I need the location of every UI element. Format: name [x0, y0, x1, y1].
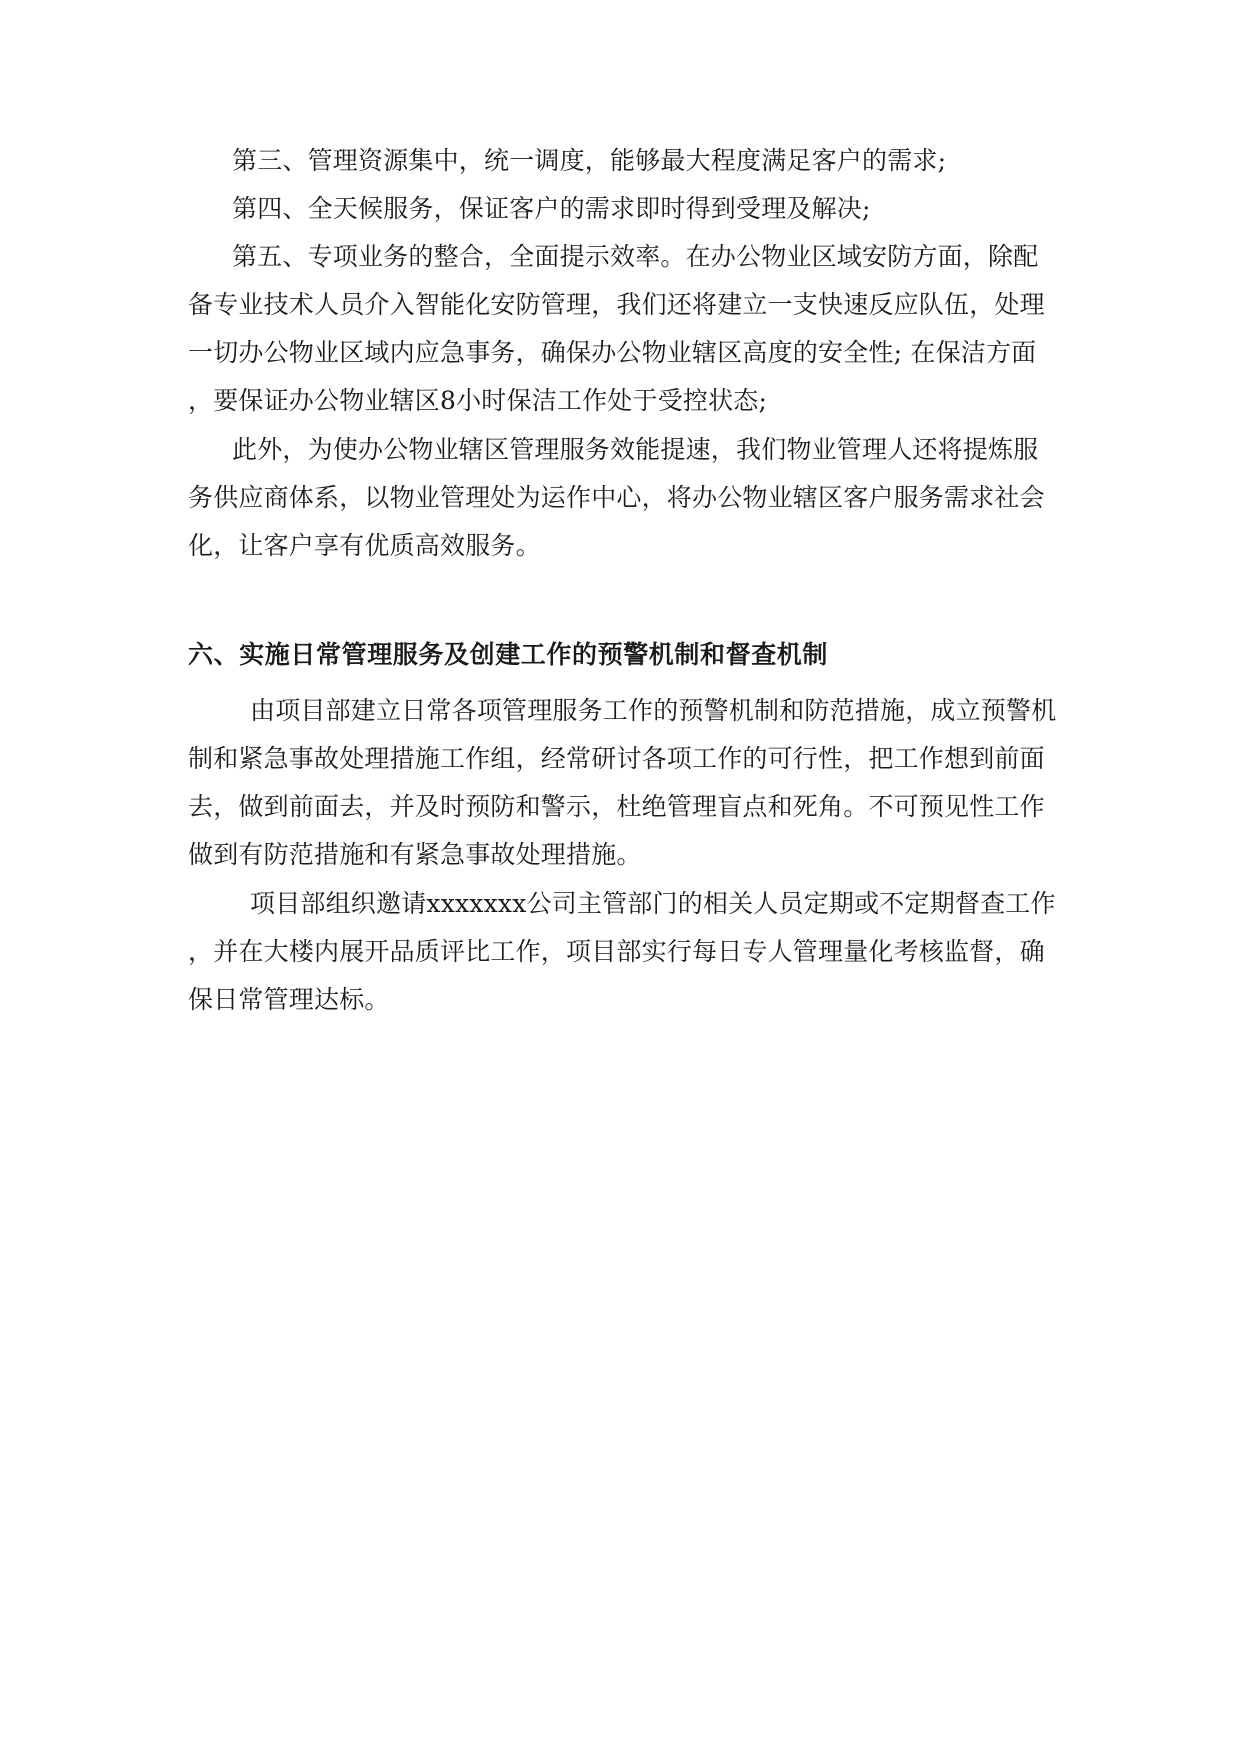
paragraph-line: 此外，为使办公物业辖区管理服务效能提速，我们物业管理人还将提炼服	[232, 435, 1039, 464]
paragraph-line: ，并在大楼内展开品质评比工作，项目部实行每日专人管理量化考核监督，确	[188, 937, 1045, 966]
paragraph-line: ，要保证办公物业辖区8小时保洁工作处于受控状态;	[188, 386, 768, 415]
paragraph-line: 项目部组织邀请xxxxxxx公司主管部门的相关人员定期或不定期督查工作	[250, 889, 1056, 918]
paragraph-line: 第三、管理资源集中，统一调度，能够最大程度满足客户的需求;	[232, 146, 947, 175]
paragraph-line: 一切办公物业区域内应急事务，确保办公物业辖区高度的安全性; 在保洁方面	[188, 338, 1037, 367]
paragraph-line: 制和紧急事故处理措施工作组，经常研讨各项工作的可行性，把工作想到前面	[188, 744, 1045, 773]
paragraph-line: 务供应商体系，以物业管理处为运作中心，将办公物业辖区客户服务需求社会	[188, 483, 1045, 512]
section-heading: 六、实施日常管理服务及创建工作的预警机制和督查机制	[188, 640, 829, 669]
paragraph-line: 保日常管理达标。	[188, 985, 390, 1014]
paragraph-line: 备专业技术人员介入智能化安防管理，我们还将建立一支快速反应队伍，处理	[188, 290, 1045, 319]
paragraph-line: 由项目部建立日常各项管理服务工作的预警机制和防范措施，成立预警机	[250, 696, 1057, 725]
paragraph-line: 第五、专项业务的整合，全面提示效率。在办公物业区域安防方面，除配	[232, 242, 1039, 271]
paragraph-line: 做到有防范措施和有紧急事故处理措施。	[188, 840, 642, 869]
paragraph-line: 去，做到前面去，并及时预防和警示，杜绝管理盲点和死角。不可预见性工作	[188, 792, 1045, 821]
paragraph-line: 化，让客户享有优质高效服务。	[188, 531, 541, 560]
paragraph-line: 第四、全天候服务，保证客户的需求即时得到受理及解决;	[232, 194, 871, 223]
